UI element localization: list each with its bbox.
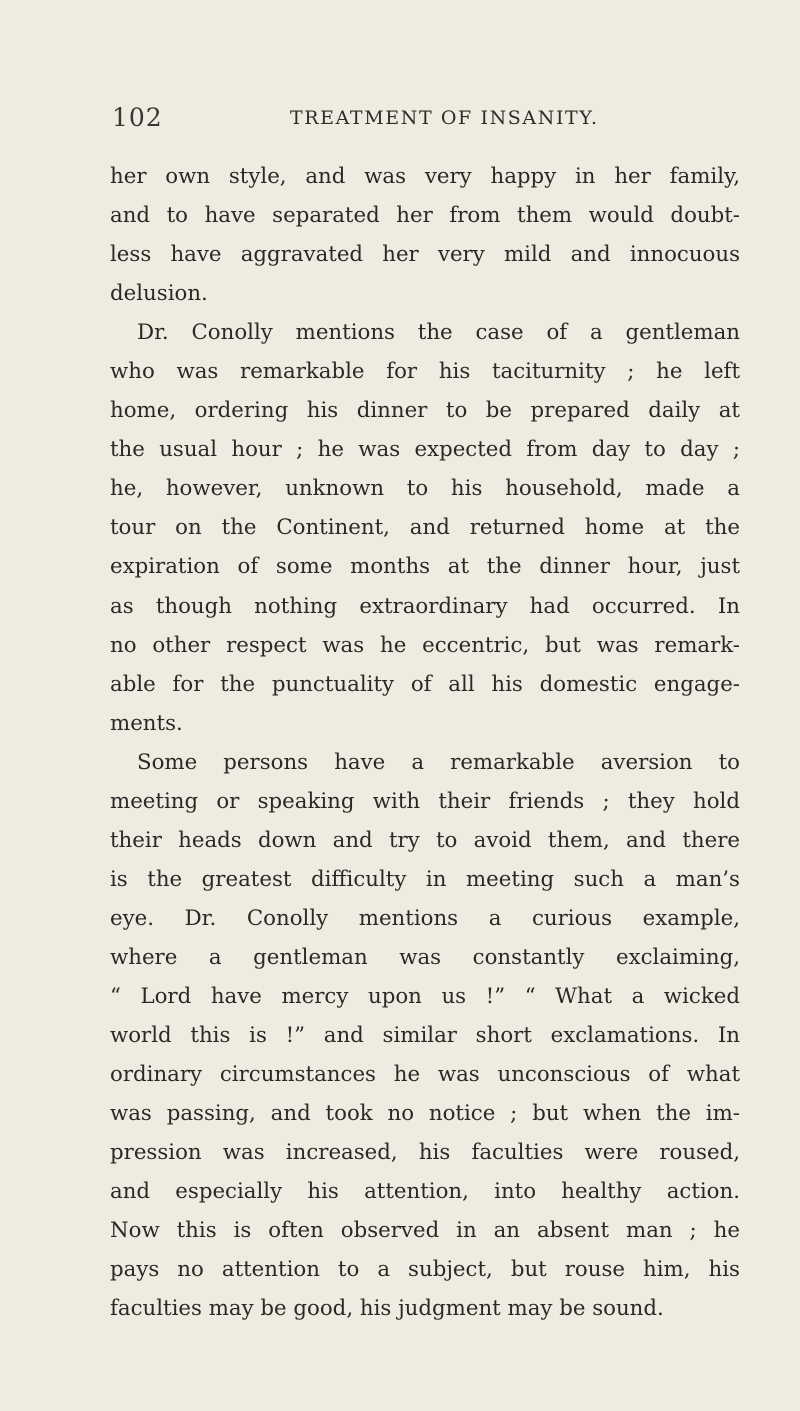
running-head — [112, 103, 740, 139]
text-line: Some persons have a remarkable aversion to — [137, 749, 740, 775]
text-line: the usual hour ; he was expected from day to day ; — [110, 437, 740, 463]
text-line: delusion. — [110, 281, 208, 307]
text-line: world this is !” and similar short exclamations. In — [110, 1023, 740, 1049]
text-line: tour on the Continent, and returned home at the — [110, 515, 740, 541]
text-line: where a gentleman was constantly exclaiming, — [110, 944, 740, 970]
text-line: as though nothing extraordinary had occurred. In — [110, 593, 740, 619]
text-line: was passing, and took no notice ; but when the im- — [110, 1101, 740, 1127]
text-line: “ Lord have mercy upon us !” “ What a wicked — [110, 983, 740, 1009]
text-line: pression was increased, his faculties were roused, — [110, 1140, 740, 1166]
text-line: no other respect was he eccentric, but was remark- — [110, 632, 740, 658]
text-line: home, ordering his dinner to be prepared daily at — [110, 398, 740, 424]
page-number: 102 — [112, 103, 163, 132]
text-line: and especially his attention, into healthy action. — [110, 1179, 740, 1205]
text-line: pays no attention to a subject, but rouse him, his — [110, 1257, 740, 1283]
text-line: able for the punctuality of all his domestic engage- — [110, 671, 740, 697]
text-line: and to have separated her from them would doubt- — [110, 203, 740, 229]
text-line: their heads down and try to avoid them, and there — [110, 827, 740, 853]
body-text — [110, 157, 740, 1328]
running-title: TREATMENT OF INSANITY. — [290, 107, 599, 129]
text-line: less have aggravated her very mild and innocuous — [110, 242, 740, 268]
text-line: Now this is often observed in an absent man ; he — [110, 1218, 740, 1244]
text-line: ments. — [110, 710, 183, 736]
text-line: Dr. Conolly mentions the case of a gentleman — [137, 320, 740, 346]
text-line: is the greatest difficulty in meeting such a man’s — [110, 866, 740, 892]
text-line: eye. Dr. Conolly mentions a curious example, — [110, 905, 740, 931]
text-line: faculties may be good, his judgment may be sound. — [110, 1296, 664, 1322]
text-line: who was remarkable for his taciturnity ; he left — [110, 359, 740, 385]
text-line: her own style, and was very happy in her family, — [110, 164, 740, 189]
text-line: ordinary circumstances he was unconscious of what — [110, 1062, 740, 1088]
text-line: expiration of some months at the dinner hour, just — [110, 554, 740, 580]
text-line: meeting or speaking with their friends ; they hold — [110, 788, 740, 814]
text-line: he, however, unknown to his household, made a — [110, 476, 740, 502]
